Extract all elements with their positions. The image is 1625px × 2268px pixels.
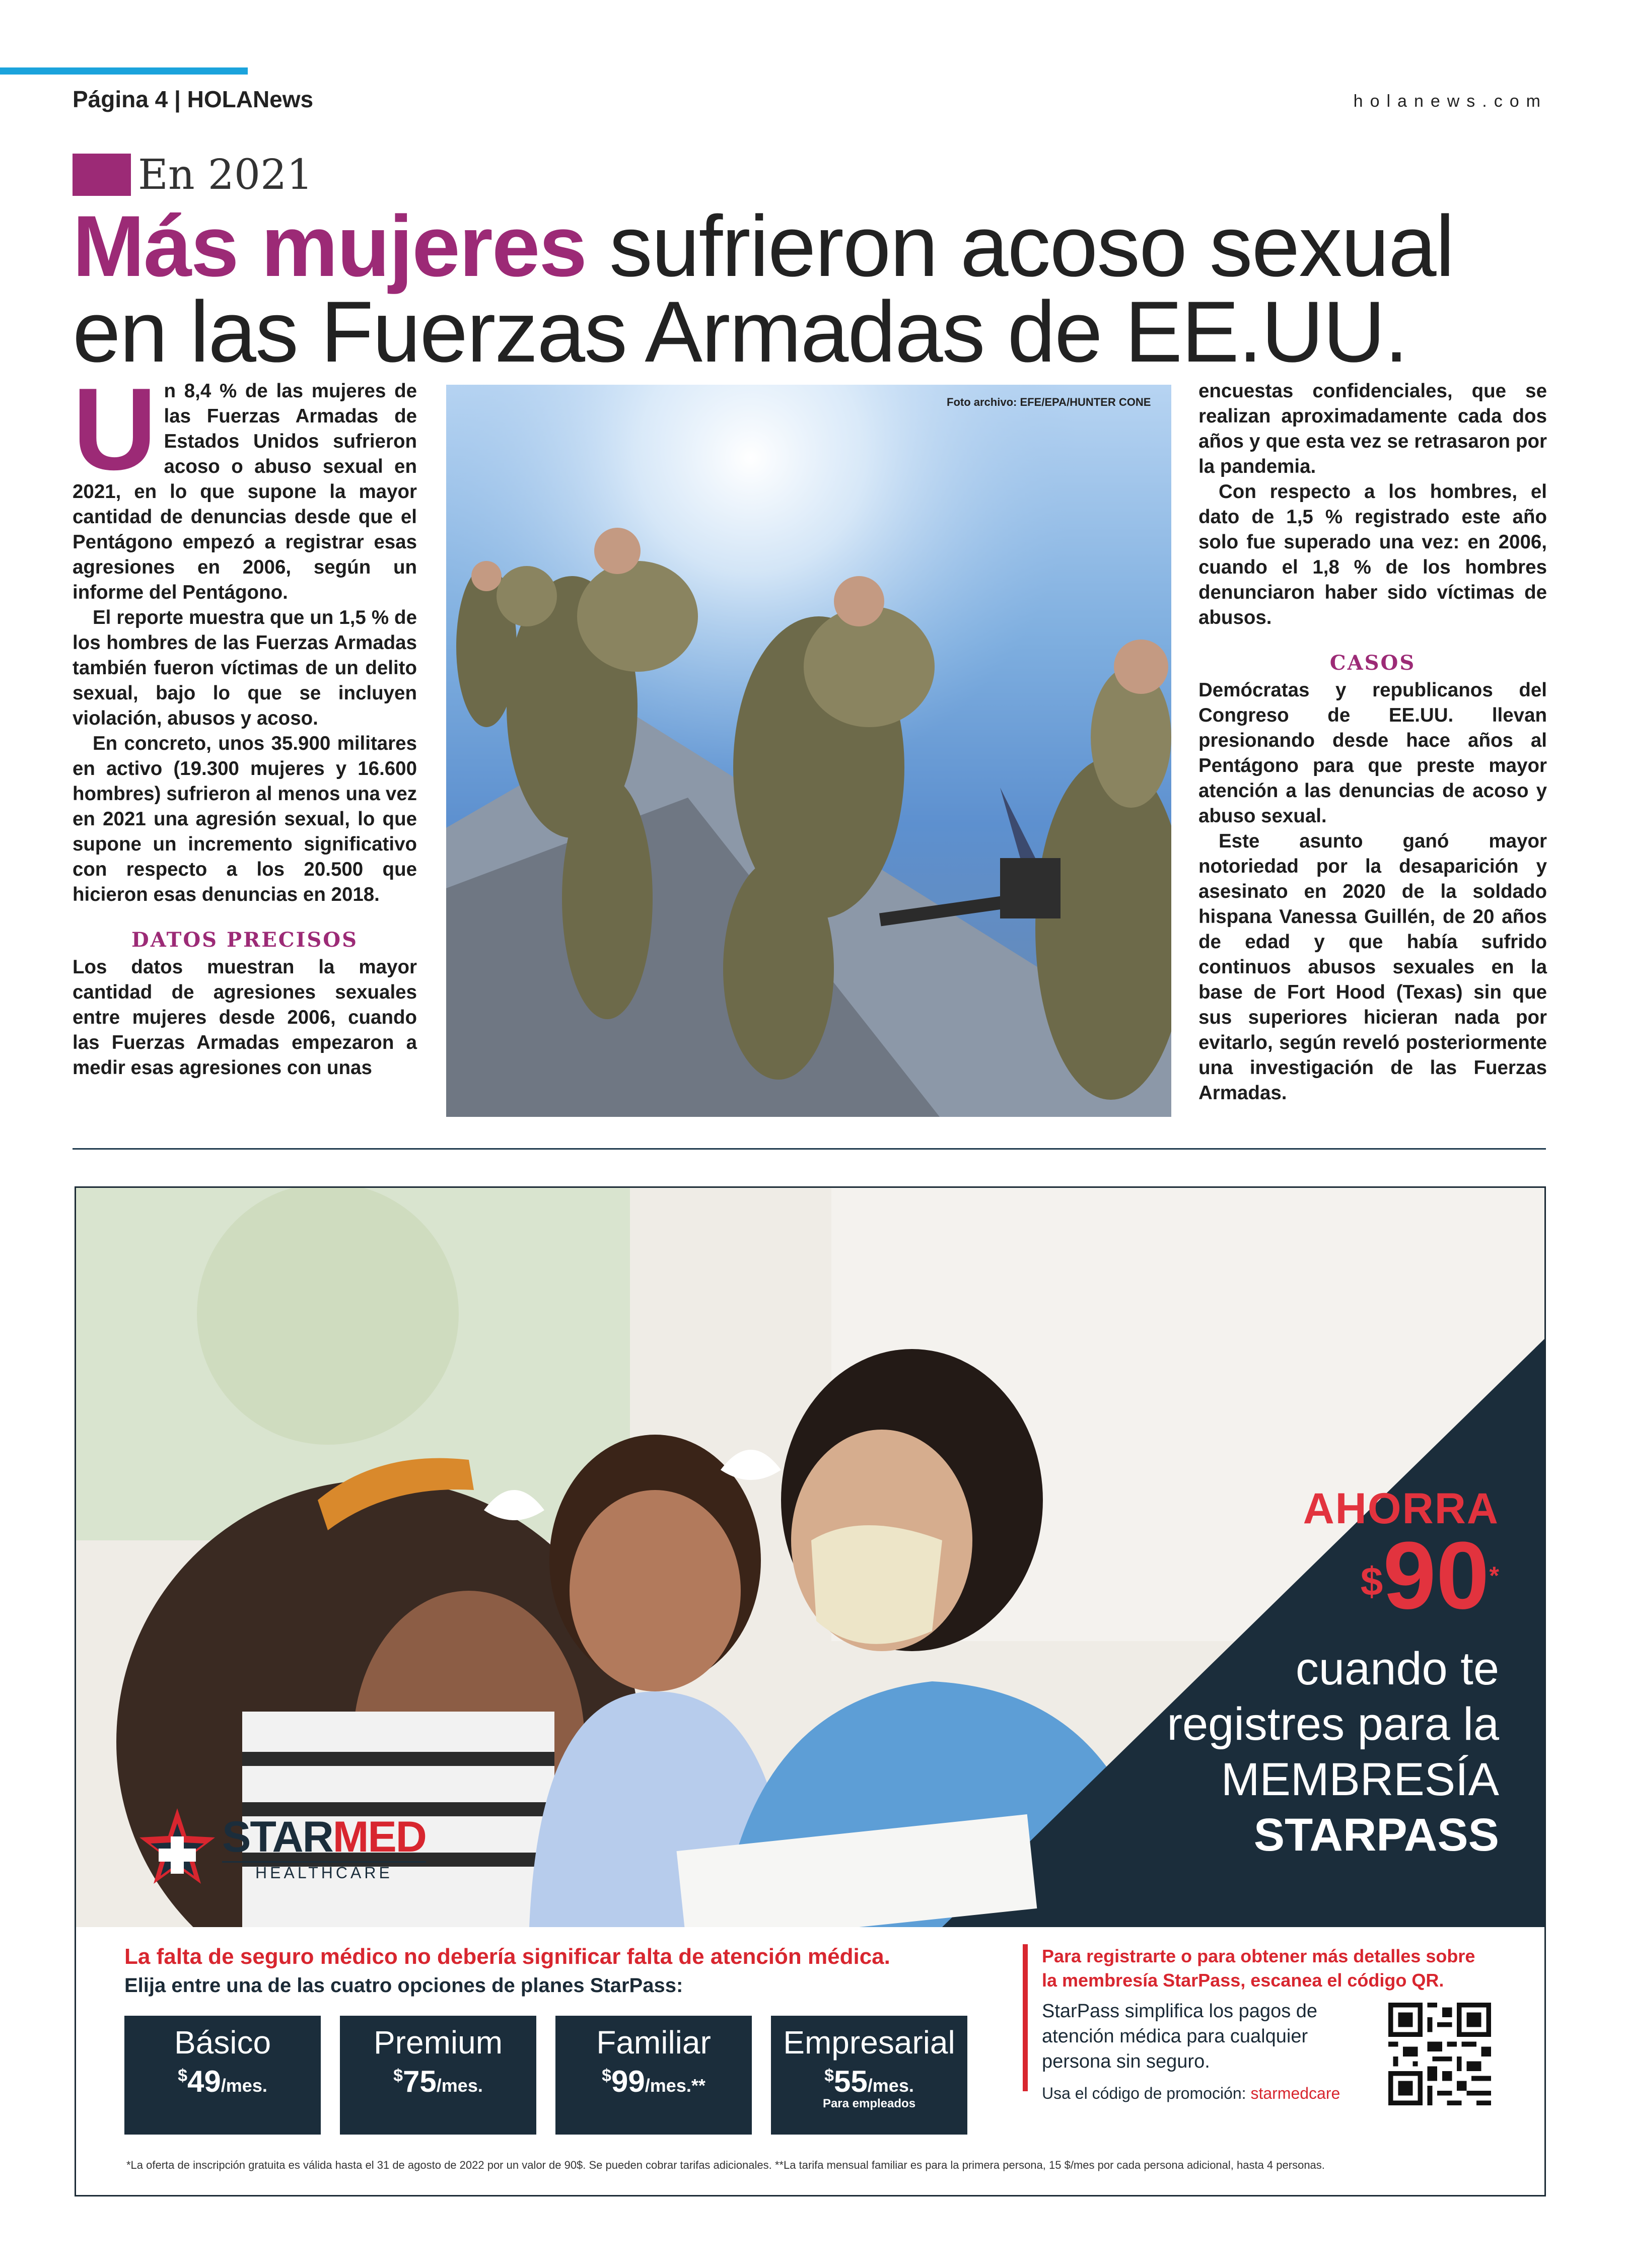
promo-amount-value: 90 — [1383, 1522, 1490, 1629]
kicker — [73, 151, 313, 199]
logo-text: STARMED — [222, 1813, 426, 1861]
paragraph: Los datos muestran la mayor cantidad de agresiones sexuales entre mujeres desde 2006, cuando las Fuerzas Armadas empezaron a medir esas agresiones con unas — [73, 956, 417, 1079]
promo-code-line: Usa el código de promoción: starmedcare — [1042, 2084, 1340, 2102]
section-divider — [73, 1148, 1546, 1150]
paragraph: En concreto, unos 35.900 militares en activo (19.300 mujeres y 16.600 hombres) sufrieron al menos una vez en 2021 una agresión sexual, lo que supone un incremento significativo con respecto a los 20.500 que hicieron esas denuncias en 2018. — [73, 733, 417, 905]
promo-line-2: registres para la — [1167, 1698, 1499, 1750]
plan-empresarial[interactable] — [771, 2016, 967, 2135]
register-body: StarPass simplifica los pagos de atención médica para cualquier persona sin seguro. — [1042, 2001, 1318, 2072]
article-column-3 — [1198, 379, 1547, 1106]
ad-headline: La falta de seguro médico no debería significar falta de atención médica. — [124, 1944, 890, 1969]
plan-basico[interactable] — [124, 2016, 321, 2135]
paragraph: Demócratas y republicanos del Congreso de EE.UU. llevan presionando desde hace años al Pentágono para que preste mayor atención a las denuncias de acoso y abuso sexual. — [1198, 679, 1547, 827]
ad-subline: Elija entre una de las cuatro opciones de planes StarPass: — [124, 1974, 683, 1997]
plan-price: $55/mes. — [824, 2065, 914, 2098]
plan-name: Básico — [174, 2024, 271, 2061]
promo-asterisk: * — [1489, 1562, 1499, 1590]
promo-code[interactable]: starmedcare — [1250, 2084, 1340, 2102]
logo-text-accent: MED — [332, 1813, 426, 1861]
promo-currency: $ — [1360, 1559, 1383, 1604]
plan-price: $99/mes.** — [602, 2065, 705, 2098]
star-cross-icon — [139, 1808, 215, 1889]
headline — [73, 198, 1563, 380]
accent-line — [1023, 1944, 1028, 2091]
photo-credit: Foto archivo: EFE/EPA/HUNTER CONE — [947, 396, 1151, 408]
plan-price: $75/mes. — [393, 2065, 483, 2098]
paragraph: encuestas confidenciales, que se realizan aproximadamente cada dos años y que esta vez se retrasaron por la pandemia. — [1198, 380, 1547, 477]
plan-familiar[interactable] — [555, 2016, 752, 2135]
qr-code-icon[interactable] — [1388, 2003, 1491, 2105]
site-url[interactable]: holanews.com — [1353, 92, 1547, 111]
soldiers-photo — [446, 385, 1171, 1117]
paragraph: n 8,4 % de las mujeres de las Fuerzas Armadas de Estados Unidos sufrieron acoso o abuso sexual en 2021, en lo que supone la mayor cantidad de denuncias desde que el Pentágono empezó a registrar esas agresiones en 2006, según un informe del Pentágono. — [73, 380, 417, 603]
top-accent-bar — [0, 67, 248, 75]
logo-subtext: HEALTHCARE — [222, 1861, 426, 1882]
soldiers-illustration — [446, 385, 1171, 1117]
promo-line-3: MEMBRESÍA — [1221, 1754, 1499, 1805]
promo-ahorra: AHORRA — [1303, 1484, 1499, 1533]
promo-line-1: cuando te — [1295, 1643, 1499, 1694]
promo-amount — [1360, 1522, 1499, 1629]
page-label: Página 4 | HOLANews — [73, 86, 314, 112]
paragraph: Con respecto a los hombres, el dato de 1,5 % registrado este año solo fue superado una vez: en 2006, cuando el 1,8 % de los hombres denunciaron haber sido víctimas de abusos. — [1198, 481, 1547, 628]
fine-print: *La oferta de inscripción gratuita es válida hasta el 31 de agosto de 2022 por un valor de 90$. Se pueden cobrar tarifas adicionales. **La tarifa mensual familiar es para la primera persona, 15 $/mes por cada persona adicional, hasta 4 personas. — [126, 2159, 1325, 2171]
plan-name: Premium — [373, 2024, 503, 2061]
plan-name: Familiar — [596, 2024, 711, 2061]
headline-rest: sufrieron acoso sexual en las Fuerzas Armadas de EE.UU. — [73, 198, 1454, 380]
article-column-1 — [73, 364, 417, 1081]
subhead-datos-precisos: DATOS PRECISOS — [131, 928, 358, 952]
register-headline: Para registrarte o para obtener más detalles sobre la membresía StarPass, escanea el código QR. — [1042, 1946, 1475, 1991]
promo-line-4: STARPASS — [1253, 1809, 1499, 1861]
drop-cap: U — [73, 364, 157, 494]
kicker-square-icon — [73, 154, 131, 196]
plan-note: Para empleados — [822, 2097, 916, 2110]
plan-premium[interactable] — [340, 2016, 536, 2135]
paragraph: El reporte muestra que un 1,5 % de los hombres de las Fuerzas Armadas también fueron víctimas de un delito sexual, bajo lo que se incluyen violación, abusos y acoso. — [73, 607, 417, 729]
plan-name: Empresarial — [783, 2024, 955, 2061]
kicker-text: En 2021 — [138, 151, 313, 199]
ad-bottom-panel — [76, 1927, 1544, 2195]
subhead-casos: CASOS — [1329, 651, 1416, 675]
paragraph: Este asunto ganó mayor notoriedad por la desaparición y asesinato en 2020 de la soldado hispana Vanessa Guillén, de 20 años de edad y que había sufrido continuos abusos sexuales en la base de Fort Hood (Texas) sin que sus superiores hicieran nada por evitarlo, según reveló posteriormente una investigación de las Fuerzas Armadas. — [1198, 830, 1547, 1104]
plan-price: $49/mes. — [178, 2065, 267, 2098]
headline-highlight: Más mujeres — [73, 198, 587, 295]
starmed-logo — [139, 1808, 426, 1889]
starmed-advertisement[interactable] — [75, 1186, 1546, 2196]
ad-photo — [76, 1188, 1544, 1927]
